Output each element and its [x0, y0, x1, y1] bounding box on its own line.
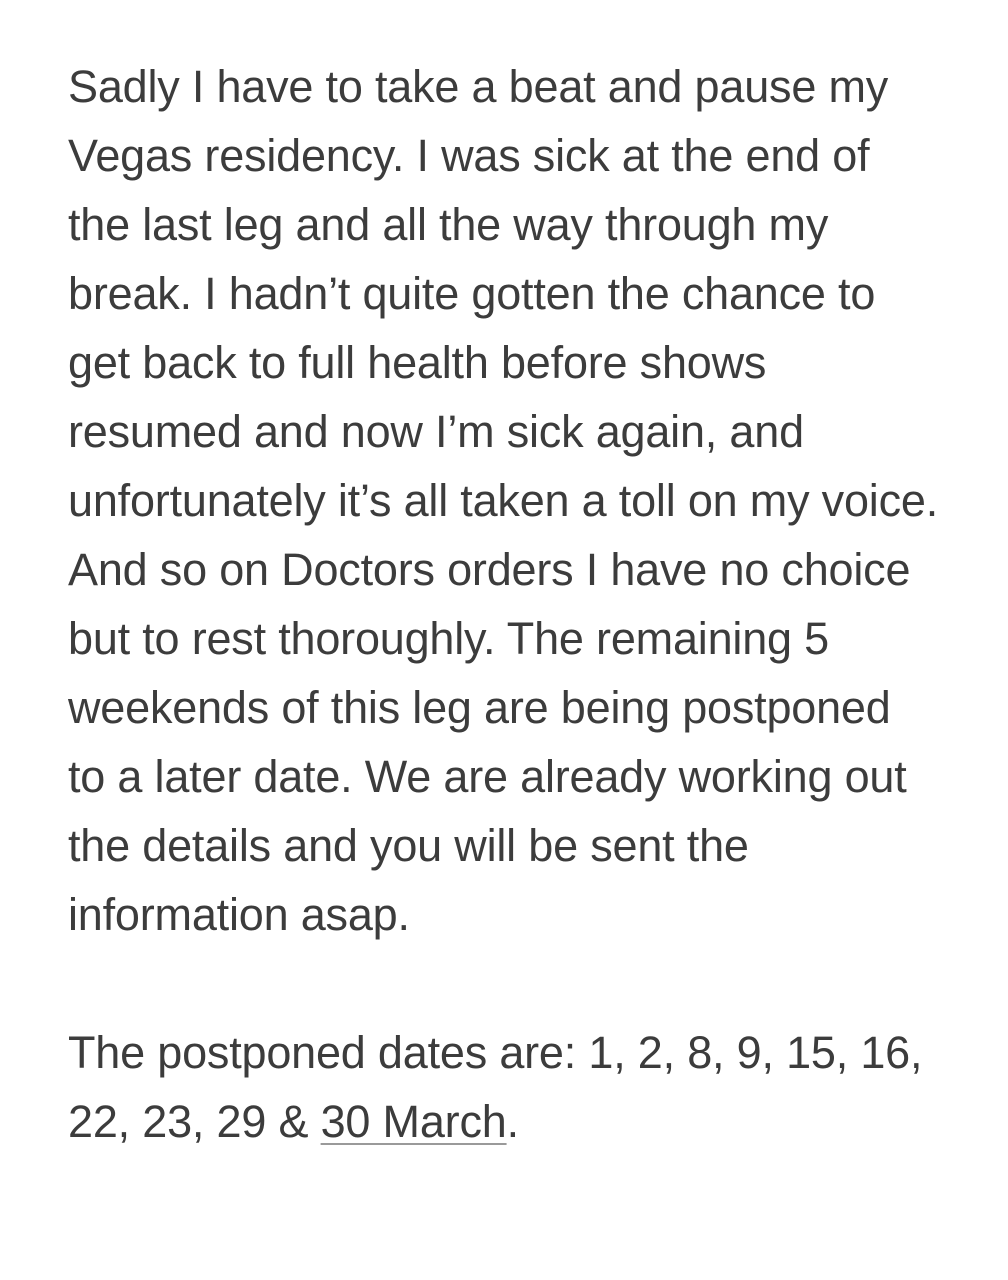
statement-paragraph: Sadly I have to take a beat and pause my Vegas residency. I was sick at the end of the last leg and all the way through my break. I hadn’t quite gotten the chance to get back to full health before shows resumed and now I’m sick again, and unfortunately it’s all taken a toll on my voice. And so on Doctors orders I have no choice but to rest thoroughly. The remaining 5 weekends of this leg are being postponed to a later date. We are already working out the details and you will be sent the information asap. — [68, 61, 939, 940]
postponed-dates-trail-text: . — [506, 1096, 519, 1147]
postponed-date-highlight[interactable]: 30 March — [320, 1096, 507, 1147]
statement-body — [68, 52, 940, 1156]
postponed-dates-line — [68, 1018, 940, 1156]
postponed-dates-lead-text: The postponed dates are: 1, 2, 8, 9, 15, 16, 22, 23, 29 & — [68, 1027, 923, 1147]
